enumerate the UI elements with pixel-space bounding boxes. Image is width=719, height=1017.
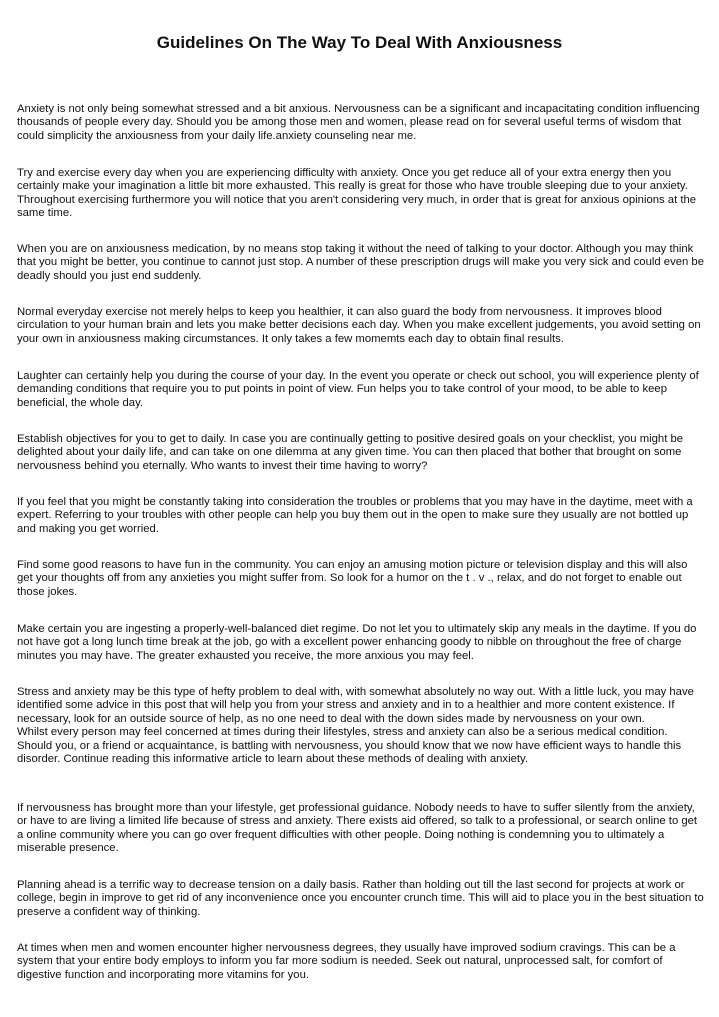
paragraph-10: Stress and anxiety may be this type of hefty problem to deal with, with somewhat absolutely no way out. With a little luck, you may have identified some advice in this post that will help you from your stress and anxiety and in to a healthier and more content existence. If necessary, look for an outside source of help, as no one need to deal with the down sides made by nervousness on your own. Whilst every person may feel concerned at times during their lifestyles, stress and anxiety can also be a serious medical condition. Should you, or a friend or acquaintance, is battling with nervousness, you should know that we now have efficient ways to handle this disorder. Continue reading this informative article to learn about these methods of dealing with anxiety. <box>17 686 694 766</box>
paragraph-1: Anxiety is not only being somewhat stressed and a bit anxious. Nervousness can be a significant and incapacitating condition influencing thousands of people every day. Should you be among those men and women, please read on for several useful terms of wisdom that could simplicity the anxiousness from your daily life.anxiety counseling near me. <box>17 103 700 142</box>
paragraph-9: Make certain you are ingesting a properly-well-balanced diet regime. Do not let you to ultimately skip any meals in the daytime. If you do not have got a long lunch time break at the job, go with a excellent power enhancing goody to nibble on throughout the free of charge minutes you may have. The greater exhausted you receive, the more anxious you may feel. <box>17 623 697 662</box>
paragraph-11: If nervousness has brought more than your lifestyle, get professional guidance. Nobody needs to have to suffer silently from the anxiety, or have to are living a limited life because of stress and anxiety. There exists aid offered, so talk to a professional, or search online to get a online community where you can go over frequent difficulties with other people. Doing nothing is condemning you to ultimately a miserable presence. <box>17 802 698 855</box>
paragraph-8: Find some good reasons to have fun in the community. You can enjoy an amusing motion picture or television display and this will also get your thoughts off from any anxieties you might suffer from. So look for a humor on the t . v ., relax, and do not forget to enable out those jokes. <box>17 559 688 598</box>
paragraph-5: Laughter can certainly help you during the course of your day. In the event you operate or check out school, you will experience plenty of demanding conditions that require you to put points in point of view. Fun helps you to take control of your mood, to be able to keep beneficial, the whole day. <box>17 370 699 409</box>
paragraph-12: Planning ahead is a terrific way to decrease tension on a daily basis. Rather than holding out till the last second for projects at work or college, begin in improve to get rid of any inconvenience once you encounter crunch time. This will aid to place you in the best situation to preserve a confident way of thinking. <box>17 879 704 918</box>
paragraph-4: Normal everyday exercise not merely helps to keep you healthier, it can also guard the body from nervousness. It improves blood circulation to your human brain and lets you make better decisions each day. When you make excellent judgements, you avoid setting on your own in anxiousness making circumstances. It only takes a few momemts each day to obtain final results. <box>17 306 701 345</box>
page-title: Guidelines On The Way To Deal With Anxiousness <box>156 33 563 52</box>
paragraph-2: Try and exercise every day when you are experiencing difficulty with anxiety. Once you get reduce all of your extra energy then you certainly make your imagination a little bit more exhausted. This really is great for those who have trouble sleeping due to your anxiety. Throughout exercising furthermore you will notice that you aren't considering very much, in order that is great for anxious opinions at the same time. <box>17 167 697 220</box>
paragraph-13: At times when men and women encounter higher nervousness degrees, they usually have improved sodium cravings. This can be a system that your entire body employs to inform you far more sodium is needed. Seek out natural, unprocessed salt, for comfort of digestive function and incorporating more vitamins for you. <box>17 942 676 981</box>
paragraph-6: Establish objectives for you to get to daily. In case you are continually getting to positive desired goals on your checklist, you might be delighted about your daily life, and can take on one dilemma at any given time. You can then placed that bother that brought on some nervousness behind you eternally. Who wants to invest their time having to worry? <box>17 433 684 472</box>
paragraph-3: When you are on anxiousness medication, by no means stop taking it without the need of talking to your doctor. Although you may think that you might be better, you continue to cannot just stop. A number of these prescription drugs will make you very sick and could even be deadly should you just end suddenly. <box>17 243 704 282</box>
paragraph-7: If you feel that you might be constantly taking into consideration the troubles or problems that you may have in the daytime, meet with a expert. Referring to your troubles with other people can help you buy them out in the open to make sure they usually are not bottled up and making you get worried. <box>17 496 693 535</box>
